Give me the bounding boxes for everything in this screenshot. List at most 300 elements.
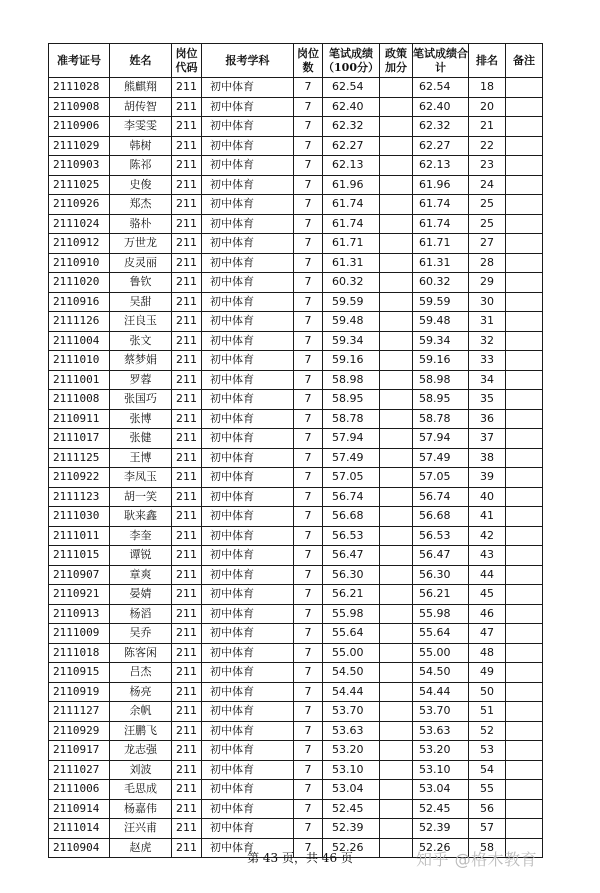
cell-subject: 初中体育 <box>202 273 294 293</box>
table-row <box>49 682 543 702</box>
cell-written-total: 62.54 <box>413 78 469 98</box>
cell-policy-bonus <box>380 487 413 507</box>
cell-subject: 初中体育 <box>202 682 294 702</box>
cell-written-score: 53.20 <box>323 741 380 761</box>
cell-remarks <box>506 214 543 234</box>
cell-post-count: 7 <box>294 448 323 468</box>
table-row <box>49 429 543 449</box>
cell-subject: 初中体育 <box>202 448 294 468</box>
cell-written-total: 57.94 <box>413 429 469 449</box>
cell-name: 刘波 <box>110 760 172 780</box>
cell-rank: 33 <box>469 351 506 371</box>
cell-written-score: 62.40 <box>323 97 380 117</box>
cell-post-count: 7 <box>294 390 323 410</box>
cell-policy-bonus <box>380 682 413 702</box>
cell-post-code: 211 <box>172 390 202 410</box>
cell-post-code: 211 <box>172 526 202 546</box>
cell-subject: 初中体育 <box>202 507 294 527</box>
cell-post-count: 7 <box>294 799 323 819</box>
cell-name: 李雯雯 <box>110 117 172 137</box>
cell-name: 杨亮 <box>110 682 172 702</box>
cell-post-count: 7 <box>294 663 323 683</box>
cell-rank: 47 <box>469 624 506 644</box>
cell-written-total: 55.98 <box>413 604 469 624</box>
cell-post-code: 211 <box>172 253 202 273</box>
cell-name: 韩树 <box>110 136 172 156</box>
cell-exam-id: 2111004 <box>49 331 110 351</box>
cell-rank: 45 <box>469 585 506 605</box>
cell-name: 章爽 <box>110 565 172 585</box>
cell-policy-bonus <box>380 175 413 195</box>
cell-post-count: 7 <box>294 136 323 156</box>
cell-policy-bonus <box>380 468 413 488</box>
cell-exam-id: 2110913 <box>49 604 110 624</box>
cell-written-score: 54.44 <box>323 682 380 702</box>
cell-policy-bonus <box>380 507 413 527</box>
cell-post-count: 7 <box>294 97 323 117</box>
cell-written-total: 56.74 <box>413 487 469 507</box>
cell-remarks <box>506 273 543 293</box>
cell-exam-id: 2110908 <box>49 97 110 117</box>
cell-written-total: 52.39 <box>413 819 469 839</box>
cell-post-count: 7 <box>294 292 323 312</box>
cell-written-score: 52.26 <box>323 838 380 858</box>
cell-post-code: 211 <box>172 507 202 527</box>
cell-name: 杨滔 <box>110 604 172 624</box>
cell-remarks <box>506 624 543 644</box>
cell-exam-id: 2111020 <box>49 273 110 293</box>
cell-policy-bonus <box>380 448 413 468</box>
cell-written-score: 58.98 <box>323 370 380 390</box>
cell-written-score: 55.64 <box>323 624 380 644</box>
cell-written-score: 62.27 <box>323 136 380 156</box>
cell-post-count: 7 <box>294 838 323 858</box>
cell-subject: 初中体育 <box>202 234 294 254</box>
cell-post-count: 7 <box>294 585 323 605</box>
cell-exam-id: 2110906 <box>49 117 110 137</box>
cell-policy-bonus <box>380 390 413 410</box>
cell-post-count: 7 <box>294 78 323 98</box>
cell-rank: 44 <box>469 565 506 585</box>
cell-rank: 46 <box>469 604 506 624</box>
cell-name: 晏婧 <box>110 585 172 605</box>
cell-remarks <box>506 195 543 215</box>
cell-policy-bonus <box>380 117 413 137</box>
cell-policy-bonus <box>380 643 413 663</box>
cell-name: 胡传智 <box>110 97 172 117</box>
cell-post-count: 7 <box>294 117 323 137</box>
cell-exam-id: 2111030 <box>49 507 110 527</box>
table-body <box>49 78 543 858</box>
cell-written-score: 56.47 <box>323 546 380 566</box>
cell-post-count: 7 <box>294 487 323 507</box>
cell-post-code: 211 <box>172 214 202 234</box>
cell-written-total: 53.20 <box>413 741 469 761</box>
cell-written-total: 55.00 <box>413 643 469 663</box>
cell-written-score: 61.74 <box>323 195 380 215</box>
cell-remarks <box>506 760 543 780</box>
cell-post-count: 7 <box>294 409 323 429</box>
cell-post-code: 211 <box>172 429 202 449</box>
cell-rank: 28 <box>469 253 506 273</box>
cell-exam-id: 2110914 <box>49 799 110 819</box>
table-row <box>49 117 543 137</box>
cell-post-code: 211 <box>172 331 202 351</box>
cell-post-code: 211 <box>172 487 202 507</box>
cell-subject: 初中体育 <box>202 156 294 176</box>
cell-policy-bonus <box>380 136 413 156</box>
cell-subject: 初中体育 <box>202 136 294 156</box>
cell-rank: 40 <box>469 487 506 507</box>
table-row <box>49 370 543 390</box>
cell-name: 吕杰 <box>110 663 172 683</box>
cell-policy-bonus <box>380 585 413 605</box>
cell-post-code: 211 <box>172 663 202 683</box>
cell-written-score: 61.31 <box>323 253 380 273</box>
cell-exam-id: 2111018 <box>49 643 110 663</box>
cell-name: 胡一笑 <box>110 487 172 507</box>
cell-name: 史俊 <box>110 175 172 195</box>
cell-written-total: 61.71 <box>413 234 469 254</box>
cell-post-code: 211 <box>172 819 202 839</box>
cell-post-code: 211 <box>172 760 202 780</box>
cell-subject: 初中体育 <box>202 390 294 410</box>
cell-post-count: 7 <box>294 214 323 234</box>
cell-post-count: 7 <box>294 195 323 215</box>
table-row <box>49 253 543 273</box>
cell-remarks <box>506 292 543 312</box>
table-row <box>49 390 543 410</box>
cell-written-score: 54.50 <box>323 663 380 683</box>
table-row <box>49 780 543 800</box>
cell-written-total: 57.05 <box>413 468 469 488</box>
cell-post-code: 211 <box>172 370 202 390</box>
cell-post-count: 7 <box>294 468 323 488</box>
cell-written-score: 59.48 <box>323 312 380 332</box>
cell-subject: 初中体育 <box>202 585 294 605</box>
cell-subject: 初中体育 <box>202 78 294 98</box>
cell-subject: 初中体育 <box>202 604 294 624</box>
cell-remarks <box>506 370 543 390</box>
cell-exam-id: 2111010 <box>49 351 110 371</box>
cell-policy-bonus <box>380 351 413 371</box>
cell-post-code: 211 <box>172 448 202 468</box>
cell-post-count: 7 <box>294 643 323 663</box>
cell-policy-bonus <box>380 604 413 624</box>
cell-exam-id: 2110922 <box>49 468 110 488</box>
cell-written-total: 57.49 <box>413 448 469 468</box>
cell-post-code: 211 <box>172 117 202 137</box>
cell-exam-id: 2111009 <box>49 624 110 644</box>
cell-written-total: 62.40 <box>413 97 469 117</box>
cell-written-total: 56.21 <box>413 585 469 605</box>
cell-subject: 初中体育 <box>202 760 294 780</box>
cell-written-score: 56.21 <box>323 585 380 605</box>
header-remarks: 备注 <box>506 44 543 78</box>
table-row <box>49 78 543 98</box>
cell-written-score: 59.34 <box>323 331 380 351</box>
cell-subject: 初中体育 <box>202 643 294 663</box>
cell-name: 鲁钦 <box>110 273 172 293</box>
cell-exam-id: 2111123 <box>49 487 110 507</box>
cell-written-total: 62.27 <box>413 136 469 156</box>
cell-rank: 39 <box>469 468 506 488</box>
cell-post-code: 211 <box>172 468 202 488</box>
cell-subject: 初中体育 <box>202 780 294 800</box>
cell-written-total: 53.70 <box>413 702 469 722</box>
cell-written-score: 53.04 <box>323 780 380 800</box>
table-row <box>49 526 543 546</box>
cell-written-total: 53.10 <box>413 760 469 780</box>
table-row <box>49 448 543 468</box>
cell-name: 万世龙 <box>110 234 172 254</box>
cell-written-score: 56.53 <box>323 526 380 546</box>
cell-rank: 57 <box>469 819 506 839</box>
cell-remarks <box>506 331 543 351</box>
cell-post-count: 7 <box>294 429 323 449</box>
cell-post-code: 211 <box>172 702 202 722</box>
cell-name: 皮灵丽 <box>110 253 172 273</box>
table-row <box>49 663 543 683</box>
cell-written-score: 62.32 <box>323 117 380 137</box>
cell-subject: 初中体育 <box>202 331 294 351</box>
cell-post-code: 211 <box>172 273 202 293</box>
cell-exam-id: 2111001 <box>49 370 110 390</box>
cell-exam-id: 2110921 <box>49 585 110 605</box>
cell-subject: 初中体育 <box>202 721 294 741</box>
table-row <box>49 351 543 371</box>
cell-rank: 25 <box>469 214 506 234</box>
cell-exam-id: 2110910 <box>49 253 110 273</box>
cell-written-total: 53.63 <box>413 721 469 741</box>
cell-rank: 37 <box>469 429 506 449</box>
cell-rank: 21 <box>469 117 506 137</box>
cell-post-code: 211 <box>172 604 202 624</box>
table-row <box>49 760 543 780</box>
cell-post-code: 211 <box>172 195 202 215</box>
cell-name: 杨嘉伟 <box>110 799 172 819</box>
cell-remarks <box>506 585 543 605</box>
cell-name: 毛思成 <box>110 780 172 800</box>
cell-name: 罗蓉 <box>110 370 172 390</box>
cell-written-total: 56.68 <box>413 507 469 527</box>
cell-name: 张健 <box>110 429 172 449</box>
cell-remarks <box>506 234 543 254</box>
table-row <box>49 585 543 605</box>
cell-post-count: 7 <box>294 156 323 176</box>
cell-written-score: 55.98 <box>323 604 380 624</box>
cell-remarks <box>506 546 543 566</box>
table-row <box>49 565 543 585</box>
cell-name: 蔡梦娟 <box>110 351 172 371</box>
table-row <box>49 624 543 644</box>
cell-policy-bonus <box>380 409 413 429</box>
cell-exam-id: 2111029 <box>49 136 110 156</box>
cell-rank: 42 <box>469 526 506 546</box>
cell-name: 陈祁 <box>110 156 172 176</box>
cell-written-score: 58.95 <box>323 390 380 410</box>
cell-exam-id: 2111008 <box>49 390 110 410</box>
cell-written-score: 56.68 <box>323 507 380 527</box>
cell-subject: 初中体育 <box>202 409 294 429</box>
cell-name: 王博 <box>110 448 172 468</box>
table-row <box>49 721 543 741</box>
table-row <box>49 331 543 351</box>
cell-written-total: 59.48 <box>413 312 469 332</box>
cell-exam-id: 2111028 <box>49 78 110 98</box>
cell-written-total: 56.30 <box>413 565 469 585</box>
cell-subject: 初中体育 <box>202 370 294 390</box>
cell-post-code: 211 <box>172 838 202 858</box>
cell-subject: 初中体育 <box>202 312 294 332</box>
cell-rank: 32 <box>469 331 506 351</box>
cell-remarks <box>506 136 543 156</box>
cell-remarks <box>506 390 543 410</box>
cell-policy-bonus <box>380 234 413 254</box>
cell-written-score: 52.45 <box>323 799 380 819</box>
cell-remarks <box>506 487 543 507</box>
cell-written-score: 57.05 <box>323 468 380 488</box>
cell-name: 汪兴甫 <box>110 819 172 839</box>
page-footer: 第 43 页，共 46 页 <box>247 851 353 865</box>
header-policy-bonus: 政策加分 <box>380 44 413 78</box>
cell-post-count: 7 <box>294 331 323 351</box>
cell-post-code: 211 <box>172 799 202 819</box>
cell-written-score: 53.10 <box>323 760 380 780</box>
cell-subject: 初中体育 <box>202 97 294 117</box>
cell-post-code: 211 <box>172 741 202 761</box>
cell-post-count: 7 <box>294 604 323 624</box>
table-row <box>49 175 543 195</box>
cell-post-count: 7 <box>294 780 323 800</box>
cell-name: 郑杰 <box>110 195 172 215</box>
cell-post-code: 211 <box>172 546 202 566</box>
cell-written-total: 53.04 <box>413 780 469 800</box>
cell-exam-id: 2111024 <box>49 214 110 234</box>
cell-policy-bonus <box>380 331 413 351</box>
cell-name: 吴乔 <box>110 624 172 644</box>
cell-name: 赵虎 <box>110 838 172 858</box>
table-row <box>49 136 543 156</box>
cell-exam-id: 2110926 <box>49 195 110 215</box>
cell-written-total: 52.26 <box>413 838 469 858</box>
cell-name: 熊麒翔 <box>110 78 172 98</box>
cell-rank: 35 <box>469 390 506 410</box>
cell-policy-bonus <box>380 273 413 293</box>
cell-exam-id: 2110917 <box>49 741 110 761</box>
cell-rank: 27 <box>469 234 506 254</box>
cell-post-count: 7 <box>294 682 323 702</box>
cell-remarks <box>506 429 543 449</box>
cell-policy-bonus <box>380 370 413 390</box>
table-header-row <box>49 44 543 78</box>
table-row <box>49 468 543 488</box>
cell-name: 龙志强 <box>110 741 172 761</box>
cell-exam-id: 2110904 <box>49 838 110 858</box>
header-post-count: 岗位数 <box>294 44 323 78</box>
cell-rank: 22 <box>469 136 506 156</box>
header-name: 姓名 <box>110 44 172 78</box>
cell-rank: 18 <box>469 78 506 98</box>
cell-remarks <box>506 741 543 761</box>
cell-policy-bonus <box>380 526 413 546</box>
cell-rank: 24 <box>469 175 506 195</box>
cell-remarks <box>506 565 543 585</box>
cell-exam-id: 2111127 <box>49 702 110 722</box>
cell-remarks <box>506 682 543 702</box>
cell-policy-bonus <box>380 214 413 234</box>
cell-name: 谭锐 <box>110 546 172 566</box>
cell-post-count: 7 <box>294 234 323 254</box>
cell-subject: 初中体育 <box>202 663 294 683</box>
cell-remarks <box>506 78 543 98</box>
cell-written-total: 59.59 <box>413 292 469 312</box>
cell-remarks <box>506 253 543 273</box>
cell-subject: 初中体育 <box>202 487 294 507</box>
cell-written-total: 61.31 <box>413 253 469 273</box>
cell-written-score: 60.32 <box>323 273 380 293</box>
cell-post-count: 7 <box>294 507 323 527</box>
cell-post-code: 211 <box>172 409 202 429</box>
cell-rank: 53 <box>469 741 506 761</box>
table-row <box>49 292 543 312</box>
cell-subject: 初中体育 <box>202 429 294 449</box>
cell-written-total: 59.34 <box>413 331 469 351</box>
table-row <box>49 195 543 215</box>
header-written-total: 笔试成绩合计 <box>413 44 469 78</box>
cell-written-total: 59.16 <box>413 351 469 371</box>
cell-written-total: 60.32 <box>413 273 469 293</box>
cell-written-total: 55.64 <box>413 624 469 644</box>
cell-subject: 初中体育 <box>202 468 294 488</box>
cell-written-score: 53.70 <box>323 702 380 722</box>
header-exam-id: 准考证号 <box>49 44 110 78</box>
header-rank: 排名 <box>469 44 506 78</box>
cell-exam-id: 2111025 <box>49 175 110 195</box>
header-post-code: 岗位代码 <box>172 44 202 78</box>
cell-subject: 初中体育 <box>202 702 294 722</box>
cell-post-count: 7 <box>294 546 323 566</box>
cell-name: 陈客闲 <box>110 643 172 663</box>
header-subject: 报考学科 <box>202 44 294 78</box>
cell-written-score: 53.63 <box>323 721 380 741</box>
cell-post-count: 7 <box>294 312 323 332</box>
cell-post-code: 211 <box>172 97 202 117</box>
cell-rank: 48 <box>469 643 506 663</box>
cell-post-count: 7 <box>294 175 323 195</box>
cell-post-code: 211 <box>172 682 202 702</box>
cell-post-count: 7 <box>294 624 323 644</box>
cell-written-score: 61.71 <box>323 234 380 254</box>
cell-rank: 29 <box>469 273 506 293</box>
score-table <box>48 43 543 858</box>
cell-subject: 初中体育 <box>202 253 294 273</box>
cell-post-code: 211 <box>172 643 202 663</box>
cell-exam-id: 2111014 <box>49 819 110 839</box>
cell-written-score: 57.49 <box>323 448 380 468</box>
cell-policy-bonus <box>380 721 413 741</box>
cell-name: 余帆 <box>110 702 172 722</box>
cell-post-code: 211 <box>172 312 202 332</box>
cell-post-count: 7 <box>294 273 323 293</box>
cell-post-code: 211 <box>172 78 202 98</box>
cell-post-code: 211 <box>172 175 202 195</box>
cell-subject: 初中体育 <box>202 214 294 234</box>
cell-remarks <box>506 175 543 195</box>
cell-remarks <box>506 507 543 527</box>
cell-rank: 34 <box>469 370 506 390</box>
cell-written-total: 58.95 <box>413 390 469 410</box>
